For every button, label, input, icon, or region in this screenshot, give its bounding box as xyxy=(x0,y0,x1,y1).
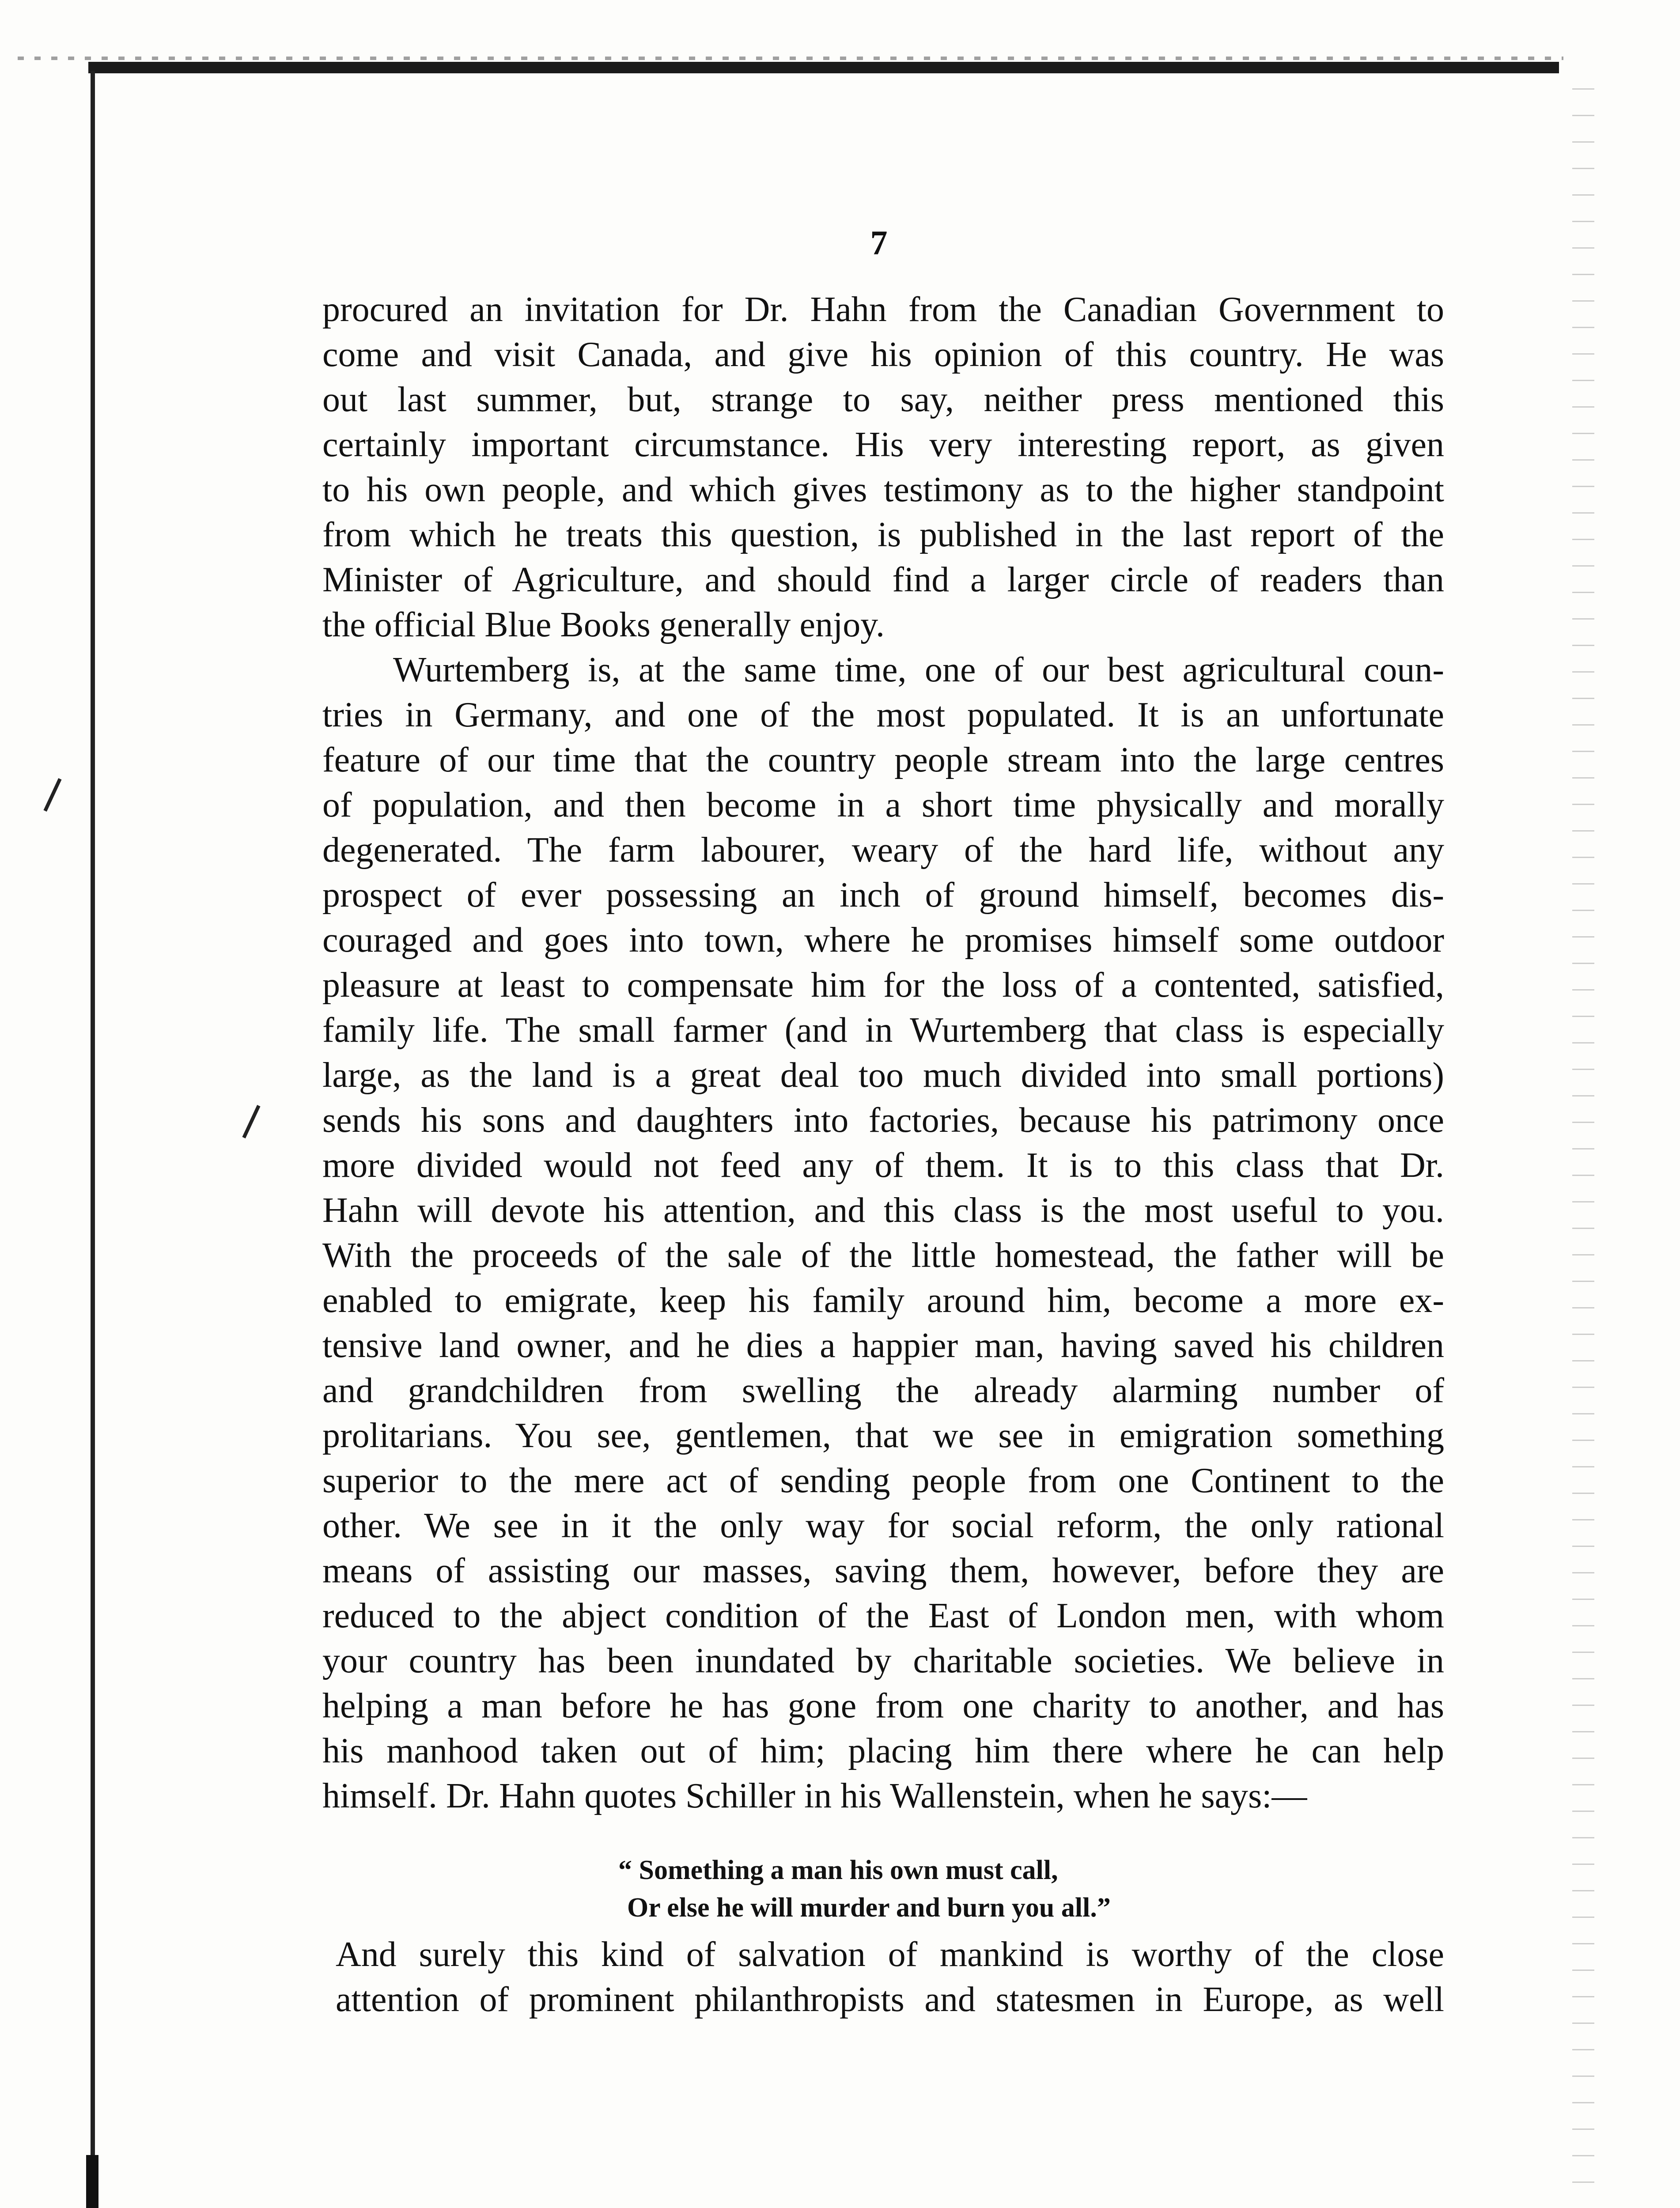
text-line: the official Blue Books generally enjoy. xyxy=(322,605,885,644)
page-number: 7 xyxy=(870,223,888,262)
text-line: reduced to the abject condition of the East of London men, with whom xyxy=(322,1596,1444,1635)
body-text xyxy=(322,287,1444,1819)
text-line: feature of our time that the country people stream into the large centres xyxy=(322,741,1444,779)
verse-line: Or else he will murder and burn you all.” xyxy=(627,1893,1111,1923)
scan-noise-right xyxy=(1572,88,1594,2208)
text-line: family life. The small farmer (and in Wurtemberg that class is especially xyxy=(322,1011,1444,1050)
scan-noise-top xyxy=(18,57,1563,60)
text-line: couraged and goes into town, where he promises himself some outdoor xyxy=(322,921,1444,960)
margin-mark xyxy=(242,1105,260,1138)
verse-line: “ Something a man his own must call, xyxy=(618,1855,1058,1885)
text-line: more divided would not feed any of them. It is to this class that Dr. xyxy=(322,1146,1444,1185)
text-line: pleasure at least to compensate him for the loss of a contented, satisfied, xyxy=(322,966,1444,1005)
text-line: procured an invitation for Dr. Hahn from the Canadian Government to xyxy=(322,290,1444,329)
body-text-continued xyxy=(336,1932,1444,2022)
text-line: enabled to emigrate, keep his family around him, become a more ex- xyxy=(322,1281,1444,1320)
text-line: out last summer, but, strange to say, neither press mentioned this xyxy=(322,380,1444,419)
text-line: With the proceeds of the sale of the little homestead, the father will be xyxy=(322,1236,1444,1275)
text-line: and grandchildren from swelling the already alarming number of xyxy=(322,1371,1444,1410)
text-line: his manhood taken out of him; placing him there where he can help xyxy=(322,1732,1444,1770)
text-line: himself. Dr. Hahn quotes Schiller in his Wallenstein, when he says:— xyxy=(322,1777,1307,1815)
page-left-border xyxy=(91,71,95,2208)
text-line: other. We see in it the only way for social reform, the only rational xyxy=(322,1506,1444,1545)
text-line: of population, and then become in a short time physically and morally xyxy=(322,786,1444,824)
text-line: your country has been inundated by charitable societies. We believe in xyxy=(322,1641,1444,1680)
text-line: Hahn will devote his attention, and this class is the most useful to you. xyxy=(322,1191,1444,1230)
text-line: helping a man before he has gone from one charity to another, and has xyxy=(322,1686,1444,1725)
text-line: tries in Germany, and one of the most populated. It is an unfortunate xyxy=(322,696,1444,734)
text-line: superior to the mere act of sending people from one Continent to the xyxy=(322,1461,1444,1500)
text-line: degenerated. The farm labourer, weary of the hard life, without any xyxy=(322,831,1444,870)
text-line: Wurtemberg is, at the same time, one of our best agricultural coun- xyxy=(393,650,1444,689)
text-line: tensive land owner, and he dies a happier man, having saved his children xyxy=(322,1326,1444,1365)
text-line: means of assisting our masses, saving them, however, before they are xyxy=(322,1551,1444,1590)
text-line: certainly important circumstance. His very interesting report, as given xyxy=(322,425,1444,464)
text-line: sends his sons and daughters into factories, because his patrimony once xyxy=(322,1101,1444,1140)
text-line: large, as the land is a great deal too much divided into small portions) xyxy=(322,1056,1444,1095)
text-line: come and visit Canada, and give his opinion of this country. He was xyxy=(322,335,1444,374)
text-line: prolitarians. You see, gentlemen, that we see in emigration something xyxy=(322,1416,1444,1455)
text-line: to his own people, and which gives testimony as to the higher standpoint xyxy=(322,470,1444,509)
text-line: Minister of Agriculture, and should find a larger circle of readers than xyxy=(322,560,1444,599)
text-line: from which he treats this question, is published in the last report of the xyxy=(322,515,1444,554)
margin-mark xyxy=(43,778,61,812)
text-line: And surely this kind of salvation of mankind is worthy of the close xyxy=(336,1935,1444,1974)
page-left-border-bottom xyxy=(86,2155,98,2208)
page-top-border xyxy=(88,62,1559,73)
text-line: prospect of ever possessing an inch of ground himself, becomes dis- xyxy=(322,876,1444,915)
text-line: attention of prominent philanthropists and statesmen in Europe, as well xyxy=(336,1980,1444,2019)
